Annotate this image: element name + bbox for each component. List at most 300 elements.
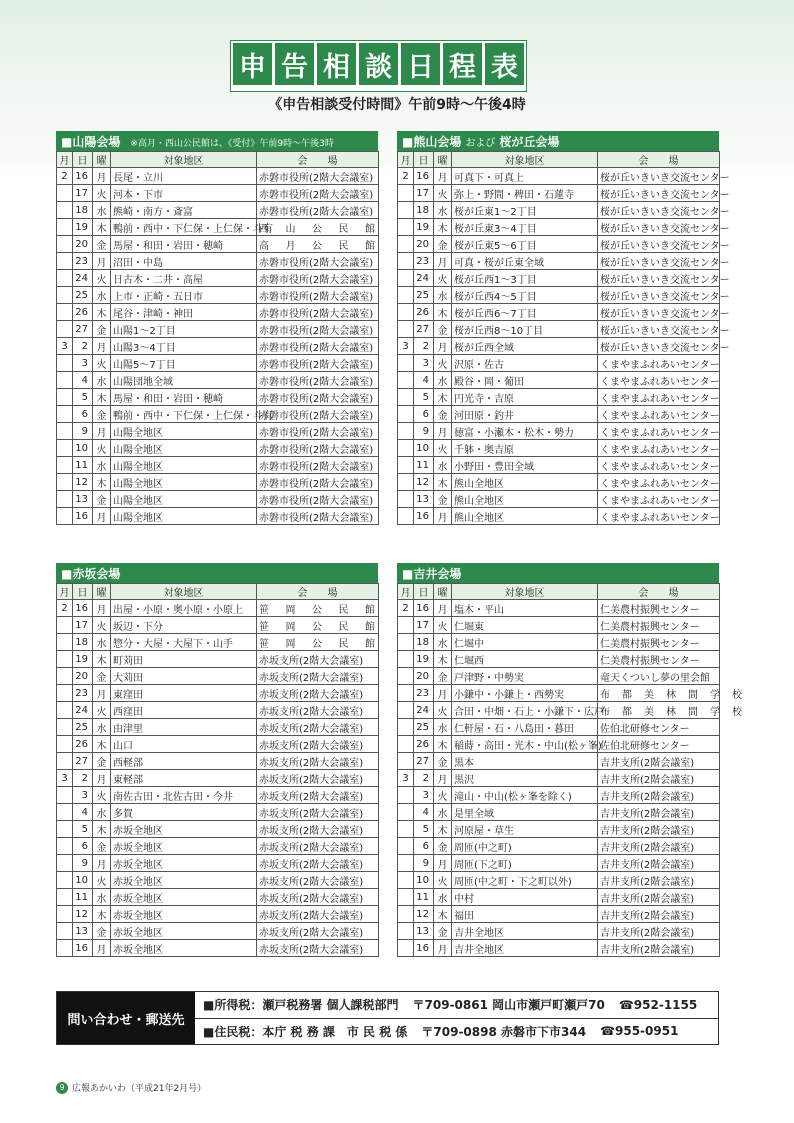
- venue-cell: 赤磐市役所(2階大会議室): [257, 508, 379, 525]
- area-cell: 多賀: [111, 804, 257, 821]
- area-cell: 合田・中畑・石上・小鎌下・広戸: [452, 702, 598, 719]
- day-cell: 5: [73, 821, 93, 838]
- table-row: [57, 253, 379, 270]
- weekday-cell: 木: [93, 906, 111, 923]
- month-cell: [57, 702, 73, 719]
- day-cell: 25: [73, 287, 93, 304]
- month-cell: [398, 406, 414, 423]
- day-cell: 13: [73, 923, 93, 940]
- month-cell: [57, 491, 73, 508]
- table-row: [398, 906, 720, 923]
- table-row: [398, 702, 720, 719]
- month-cell: [57, 440, 73, 457]
- venue-cell: くまやまふれあいセンター: [598, 423, 720, 440]
- akasaka-venue-table: [56, 563, 378, 957]
- weekday-cell: 木: [93, 651, 111, 668]
- weekday-cell: 木: [434, 474, 452, 491]
- table-row: [398, 685, 720, 702]
- venue-cell: くまやまふれあいセンター: [598, 372, 720, 389]
- month-cell: [398, 787, 414, 804]
- month-cell: [398, 355, 414, 372]
- month-cell: [57, 685, 73, 702]
- weekday-cell: 月: [93, 508, 111, 525]
- venue-cell: 桜が丘いきいき交流センター: [598, 236, 720, 253]
- weekday-cell: 火: [434, 270, 452, 287]
- area-cell: 桜が丘西8〜10丁目: [452, 321, 598, 338]
- weekday-cell: 木: [93, 474, 111, 491]
- area-cell: 桜が丘東5〜6丁目: [452, 236, 598, 253]
- day-cell: 4: [414, 804, 434, 821]
- table-row: [398, 821, 720, 838]
- table-row: [398, 423, 720, 440]
- month-cell: [398, 753, 414, 770]
- weekday-cell: 金: [434, 321, 452, 338]
- area-cell: 出屋・小原・奥小原・小原上: [111, 600, 257, 617]
- month-cell: [57, 889, 73, 906]
- weekday-cell: 月: [93, 423, 111, 440]
- weekday-cell: 金: [434, 753, 452, 770]
- day-cell: 18: [73, 202, 93, 219]
- month-cell: [57, 457, 73, 474]
- month-cell: [57, 185, 73, 202]
- month-cell: [398, 236, 414, 253]
- weekday-cell: 月: [93, 940, 111, 957]
- month-cell: 2: [398, 600, 414, 617]
- day-cell: 12: [414, 906, 434, 923]
- venue-name: ■山陽会場: [61, 135, 121, 149]
- month-cell: [398, 736, 414, 753]
- table-row: [398, 838, 720, 855]
- day-cell: 24: [414, 270, 434, 287]
- area-cell: 河原屋・草生: [452, 821, 598, 838]
- title-char: 表: [485, 43, 524, 85]
- day-cell: 5: [414, 389, 434, 406]
- day-cell: 13: [73, 491, 93, 508]
- table-row: [57, 270, 379, 287]
- venue-name-secondary: 桜が丘会場: [499, 135, 560, 149]
- month-cell: [398, 287, 414, 304]
- month-cell: [398, 508, 414, 525]
- month-cell: [398, 423, 414, 440]
- table-row: [57, 338, 379, 355]
- day-cell: 12: [73, 906, 93, 923]
- table-row: [398, 923, 720, 940]
- day-cell: 23: [73, 253, 93, 270]
- day-cell: 23: [73, 685, 93, 702]
- venue-cell: くまやまふれあいセンター: [598, 457, 720, 474]
- day-cell: 17: [414, 617, 434, 634]
- column-header-month: 月: [57, 152, 73, 168]
- month-cell: [398, 855, 414, 872]
- column-header-area: 対象地区: [111, 152, 257, 168]
- table-row: [398, 202, 720, 219]
- table-row: [398, 872, 720, 889]
- table-row: [57, 202, 379, 219]
- area-cell: 是里全域: [452, 804, 598, 821]
- weekday-cell: 月: [434, 423, 452, 440]
- day-cell: 25: [73, 719, 93, 736]
- venue-cell: くまやまふれあいセンター: [598, 406, 720, 423]
- table-row: [57, 440, 379, 457]
- venue-cell: 赤磐市役所(2階大会議室): [257, 423, 379, 440]
- table-row: [57, 719, 379, 736]
- day-cell: 27: [414, 753, 434, 770]
- venue-cell: 赤坂支所(2階大会議室): [257, 685, 379, 702]
- month-cell: [398, 634, 414, 651]
- area-cell: 赤坂全地区: [111, 872, 257, 889]
- table-row: [398, 253, 720, 270]
- area-cell: 周匝(中之町): [452, 838, 598, 855]
- area-cell: 中村: [452, 889, 598, 906]
- venue-cell: 桜が丘いきいき交流センター: [598, 304, 720, 321]
- weekday-cell: 火: [93, 872, 111, 889]
- area-cell: 赤坂全地区: [111, 923, 257, 940]
- area-cell: 仁軒屋・石・八島田・暮田: [452, 719, 598, 736]
- weekday-cell: 火: [93, 270, 111, 287]
- month-cell: 2: [57, 600, 73, 617]
- table-row: [398, 355, 720, 372]
- month-cell: [398, 821, 414, 838]
- weekday-cell: 水: [434, 719, 452, 736]
- table-row: [398, 753, 720, 770]
- weekday-cell: 水: [434, 634, 452, 651]
- table-row: [398, 168, 720, 185]
- contact-box: [56, 991, 719, 1045]
- weekday-cell: 木: [93, 219, 111, 236]
- weekday-cell: 水: [434, 287, 452, 304]
- area-cell: 滝山・中山(松ヶ峯を除く): [452, 787, 598, 804]
- month-cell: [398, 651, 414, 668]
- month-cell: [57, 355, 73, 372]
- area-cell: 山陽団地全域: [111, 372, 257, 389]
- month-cell: [57, 753, 73, 770]
- weekday-cell: 月: [434, 508, 452, 525]
- area-cell: 周匝(下之町): [452, 855, 598, 872]
- month-cell: [57, 389, 73, 406]
- area-cell: 馬屋・和田・岩田・穂崎: [111, 389, 257, 406]
- day-cell: 2: [414, 338, 434, 355]
- table-row: [398, 236, 720, 253]
- venue-cell: 赤磐市役所(2階大会議室): [257, 185, 379, 202]
- month-cell: 3: [57, 770, 73, 787]
- day-cell: 2: [414, 770, 434, 787]
- venue-cell: 赤坂支所(2階大会議室): [257, 787, 379, 804]
- table-row: [398, 719, 720, 736]
- area-cell: 円光寺・吉原: [452, 389, 598, 406]
- table-row: [398, 474, 720, 491]
- venue-cell: 赤坂支所(2階大会議室): [257, 770, 379, 787]
- month-cell: [398, 668, 414, 685]
- venue-cell: 赤坂支所(2階大会議室): [257, 889, 379, 906]
- table-row: [398, 321, 720, 338]
- month-cell: [398, 719, 414, 736]
- venue-cell: くまやまふれあいセンター: [598, 491, 720, 508]
- day-cell: 11: [414, 457, 434, 474]
- area-cell: 山陽全地区: [111, 423, 257, 440]
- table-row: [57, 491, 379, 508]
- area-cell: 坂辺・下分: [111, 617, 257, 634]
- month-cell: [398, 321, 414, 338]
- area-cell: 吉井全地区: [452, 940, 598, 957]
- weekday-cell: 火: [434, 185, 452, 202]
- day-cell: 26: [73, 736, 93, 753]
- venue-cell: 桜が丘いきいき交流センター: [598, 168, 720, 185]
- table-row: [57, 219, 379, 236]
- table-row: [398, 406, 720, 423]
- venue-cell: 桜が丘いきいき交流センター: [598, 338, 720, 355]
- venue-cell: 赤坂支所(2階大会議室): [257, 719, 379, 736]
- day-cell: 9: [414, 423, 434, 440]
- area-cell: 西窪田: [111, 702, 257, 719]
- month-cell: [398, 440, 414, 457]
- venue-cell: 赤磐市役所(2階大会議室): [257, 491, 379, 508]
- day-cell: 2: [73, 338, 93, 355]
- venue-cell: 佐伯北研修センター: [598, 719, 720, 736]
- column-header-venue: 会 場: [598, 152, 720, 168]
- venue-cell: 布 都 美 林 間 学 校: [598, 685, 720, 702]
- weekday-cell: 木: [434, 736, 452, 753]
- month-cell: [398, 389, 414, 406]
- day-cell: 3: [73, 355, 93, 372]
- day-cell: 5: [414, 821, 434, 838]
- table-header-row: [398, 584, 720, 600]
- venue-name: ■吉井会場: [402, 567, 462, 581]
- weekday-cell: 水: [93, 804, 111, 821]
- weekday-cell: 金: [93, 923, 111, 940]
- area-cell: 日古木・二井・高屋: [111, 270, 257, 287]
- area-cell: 小鎌中・小鎌上・西勢実: [452, 685, 598, 702]
- weekday-cell: 金: [434, 491, 452, 508]
- weekday-cell: 金: [93, 753, 111, 770]
- title-char: 相: [317, 43, 356, 85]
- area-cell: 鴨前・西中・下仁保・上仁保・斗有: [111, 219, 257, 236]
- month-cell: 2: [398, 168, 414, 185]
- column-header-day: 日: [73, 152, 93, 168]
- venue-cell: 赤磐市役所(2階大会議室): [257, 168, 379, 185]
- table-row: [57, 821, 379, 838]
- venue-cell: 吉井支所(2階会議室): [598, 804, 720, 821]
- table-row: [57, 685, 379, 702]
- area-cell: 殿谷・岡・葡田: [452, 372, 598, 389]
- contact-phone: ☎952-1155: [618, 997, 698, 1012]
- table-row: [57, 634, 379, 651]
- venue-cell: 吉井支所(2階会議室): [598, 872, 720, 889]
- title-char: 申: [233, 43, 272, 85]
- venue-cell: 赤磐市役所(2階大会議室): [257, 457, 379, 474]
- column-header-day: 日: [73, 584, 93, 600]
- month-cell: [398, 304, 414, 321]
- yoshii-venue-table: [397, 563, 743, 957]
- month-cell: [398, 906, 414, 923]
- page-number: 9: [56, 1082, 68, 1094]
- day-cell: 9: [414, 855, 434, 872]
- footer: [56, 1081, 206, 1094]
- contact-phone: ☎955-0951: [600, 1024, 679, 1039]
- venue-cell: 吉井支所(2階会議室): [598, 940, 720, 957]
- month-cell: [57, 253, 73, 270]
- day-cell: 6: [414, 838, 434, 855]
- table-row: [57, 651, 379, 668]
- schedule-table: [56, 583, 379, 957]
- venue-cell: 竜天くついし夢の里会館: [598, 668, 720, 685]
- weekday-cell: 火: [434, 617, 452, 634]
- venue-cell: 仁美農村振興センター: [598, 634, 720, 651]
- area-cell: 仁堀東: [452, 617, 598, 634]
- day-cell: 19: [414, 219, 434, 236]
- title-char: 談: [359, 43, 398, 85]
- month-cell: [57, 906, 73, 923]
- weekday-cell: 月: [93, 338, 111, 355]
- venue-cell: 高 月 公 民 館: [257, 236, 379, 253]
- venue-header: [56, 131, 378, 151]
- day-cell: 16: [414, 600, 434, 617]
- venue-cell: 仁美農村振興センター: [598, 617, 720, 634]
- table-row: [398, 372, 720, 389]
- title-char: 程: [443, 43, 482, 85]
- day-cell: 12: [414, 474, 434, 491]
- month-cell: [398, 253, 414, 270]
- day-cell: 16: [73, 940, 93, 957]
- month-cell: [57, 872, 73, 889]
- table-row: [57, 736, 379, 753]
- table-row: [398, 185, 720, 202]
- column-header-venue: 会 場: [257, 584, 379, 600]
- day-cell: 11: [414, 889, 434, 906]
- table-row: [57, 474, 379, 491]
- weekday-cell: 月: [434, 338, 452, 355]
- area-cell: 桜が丘東1〜2丁目: [452, 202, 598, 219]
- table-row: [398, 889, 720, 906]
- day-cell: 23: [414, 253, 434, 270]
- weekday-cell: 月: [93, 855, 111, 872]
- area-cell: 熊崎・南方・斎富: [111, 202, 257, 219]
- venue-cell: 赤磐市役所(2階大会議室): [257, 202, 379, 219]
- day-cell: 24: [414, 702, 434, 719]
- month-cell: [57, 787, 73, 804]
- area-cell: 熊山全地区: [452, 491, 598, 508]
- weekday-cell: 月: [434, 940, 452, 957]
- weekday-cell: 火: [93, 440, 111, 457]
- day-cell: 26: [414, 304, 434, 321]
- venue-name: ■赤坂会場: [61, 567, 121, 581]
- title-char: 告: [275, 43, 314, 85]
- area-cell: 黒本: [452, 753, 598, 770]
- table-row: [57, 617, 379, 634]
- reception-hours: 《申告相談受付時間》午前9時〜午後4時: [268, 97, 526, 113]
- area-cell: 赤坂全地区: [111, 821, 257, 838]
- column-header-day: 日: [414, 584, 434, 600]
- day-cell: 16: [414, 940, 434, 957]
- weekday-cell: 水: [434, 457, 452, 474]
- day-cell: 19: [73, 651, 93, 668]
- weekday-cell: 火: [93, 185, 111, 202]
- weekday-cell: 金: [93, 668, 111, 685]
- venue-cell: 赤坂支所(2階大会議室): [257, 872, 379, 889]
- table-row: [398, 651, 720, 668]
- area-cell: 山陽3〜4丁目: [111, 338, 257, 355]
- venue-header: [397, 563, 719, 583]
- month-cell: [398, 474, 414, 491]
- venue-cell: 赤坂支所(2階大会議室): [257, 804, 379, 821]
- month-cell: [398, 372, 414, 389]
- month-cell: [398, 202, 414, 219]
- title-char: 日: [401, 43, 440, 85]
- month-cell: [57, 406, 73, 423]
- area-cell: 桜が丘西1〜3丁目: [452, 270, 598, 287]
- area-cell: 赤坂全地区: [111, 906, 257, 923]
- weekday-cell: 月: [93, 770, 111, 787]
- area-cell: 大苅田: [111, 668, 257, 685]
- table-row: [398, 304, 720, 321]
- venue-cell: 桜が丘いきいき交流センター: [598, 253, 720, 270]
- venue-cell: 赤磐市役所(2階大会議室): [257, 304, 379, 321]
- venue-cell: 笹 岡 公 民 館: [257, 617, 379, 634]
- venue-cell: 桜が丘いきいき交流センター: [598, 287, 720, 304]
- day-cell: 16: [73, 508, 93, 525]
- weekday-cell: 木: [434, 389, 452, 406]
- month-cell: [398, 872, 414, 889]
- weekday-cell: 月: [93, 600, 111, 617]
- column-header-month: 月: [398, 584, 414, 600]
- area-cell: 徳富・小瀬木・松木・勢力: [452, 423, 598, 440]
- venue-cell: 赤坂支所(2階大会議室): [257, 940, 379, 957]
- weekday-cell: 火: [434, 355, 452, 372]
- area-cell: 山陽全地区: [111, 440, 257, 457]
- contact-address: 〒709-0861 岡山市瀬戸町瀬戸70: [412, 998, 605, 1013]
- area-cell: 馬屋・和田・岩田・穂崎: [111, 236, 257, 253]
- venue-cell: 赤坂支所(2階大会議室): [257, 821, 379, 838]
- day-cell: 17: [73, 185, 93, 202]
- month-cell: [57, 321, 73, 338]
- venue-cell: 吉井支所(2階会議室): [598, 855, 720, 872]
- area-cell: 東窪田: [111, 685, 257, 702]
- contact-address: 〒709-0898 赤磐市下市344: [421, 1024, 587, 1039]
- weekday-cell: 水: [93, 719, 111, 736]
- day-cell: 27: [414, 321, 434, 338]
- sanyo-venue-table: [56, 131, 378, 525]
- day-cell: 6: [73, 838, 93, 855]
- day-cell: 20: [73, 236, 93, 253]
- month-cell: [398, 889, 414, 906]
- table-row: [57, 872, 379, 889]
- table-row: [57, 287, 379, 304]
- area-cell: 町苅田: [111, 651, 257, 668]
- venue-cell: 吉井支所(2階会議室): [598, 906, 720, 923]
- venue-header: [56, 563, 378, 583]
- venue-cell: 赤磐市役所(2階大会議室): [257, 253, 379, 270]
- month-cell: [57, 202, 73, 219]
- month-cell: [57, 923, 73, 940]
- table-row: [398, 804, 720, 821]
- month-cell: [398, 457, 414, 474]
- month-cell: [57, 736, 73, 753]
- day-cell: 27: [73, 321, 93, 338]
- day-cell: 13: [414, 923, 434, 940]
- month-cell: [57, 668, 73, 685]
- month-cell: [57, 423, 73, 440]
- day-cell: 26: [73, 304, 93, 321]
- weekday-cell: 金: [434, 923, 452, 940]
- area-cell: 赤坂全地区: [111, 940, 257, 957]
- table-row: [57, 855, 379, 872]
- venue-cell: 赤磐市役所(2階大会議室): [257, 440, 379, 457]
- venue-cell: 笹 岡 公 民 館: [257, 600, 379, 617]
- area-cell: 熊山全地区: [452, 508, 598, 525]
- table-row: [57, 940, 379, 957]
- weekday-cell: 金: [93, 838, 111, 855]
- venue-cell: 赤坂支所(2階大会議室): [257, 651, 379, 668]
- area-cell: 山口: [111, 736, 257, 753]
